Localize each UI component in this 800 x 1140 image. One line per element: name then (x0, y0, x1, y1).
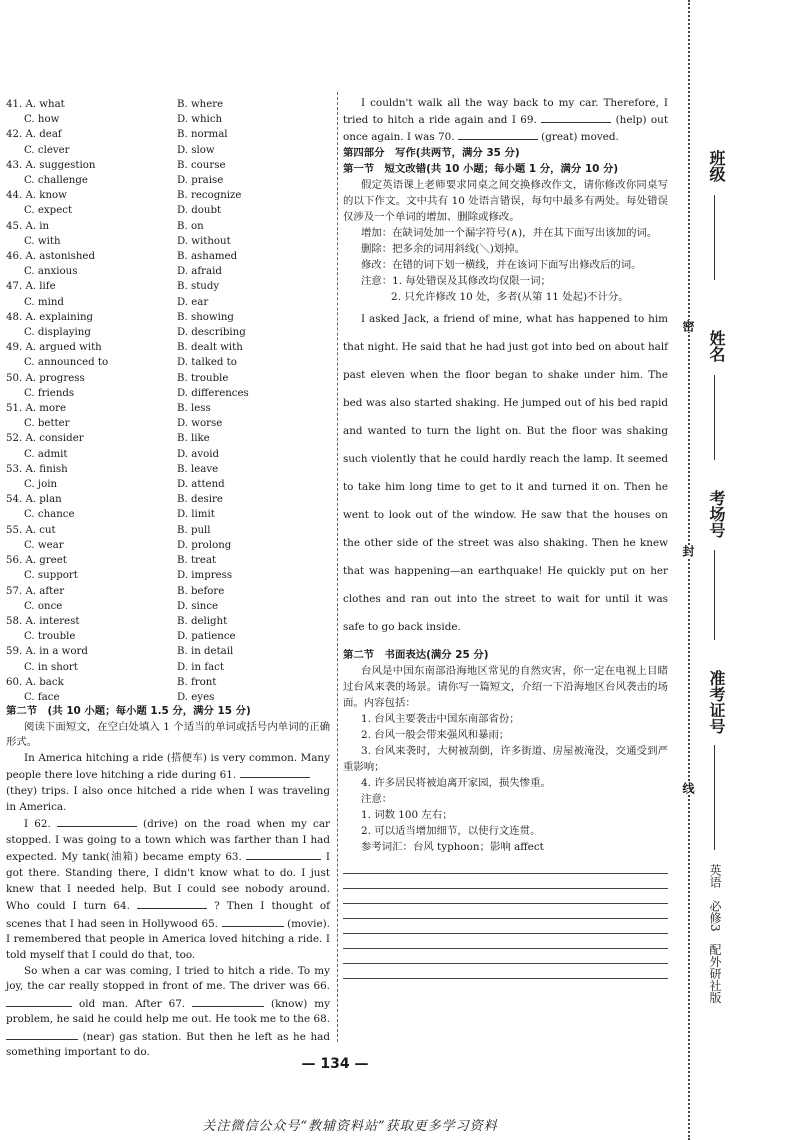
room-label: 考场号 (707, 490, 726, 538)
option-c[interactable]: C. join (24, 479, 58, 491)
option-b[interactable]: B. where (177, 99, 224, 110)
option-d[interactable]: D. without (177, 235, 231, 247)
option-row (6, 568, 336, 583)
answer-blank-69[interactable] (541, 111, 611, 123)
option-b[interactable]: B. ashamed (177, 251, 238, 263)
option-d[interactable]: D. ear (177, 296, 209, 308)
option-row (6, 279, 336, 294)
option-row (6, 690, 336, 705)
option-b[interactable]: B. showing (177, 311, 234, 323)
option-c[interactable]: C. anxious (24, 266, 78, 278)
option-row (6, 523, 336, 538)
paragraph: In America hitching a ride (搭便车) is very common. Many people there love hitching a ride during 61. (they) trips. I also once hitched a ride when I was traveling in America. (6, 751, 330, 813)
option-a[interactable]: 46. A. astonished (6, 251, 95, 263)
writing-line[interactable] (343, 859, 668, 874)
option-row (6, 538, 336, 553)
writing-line[interactable] (343, 949, 668, 964)
option-row (6, 325, 336, 340)
answer-blank-61[interactable] (240, 766, 310, 778)
option-d[interactable]: D. in fact (177, 661, 224, 673)
option-d[interactable]: D. attend (177, 479, 225, 491)
binding-dotted-line (688, 0, 690, 1140)
option-b[interactable]: B. in detail (177, 646, 234, 658)
answer-blank-64[interactable] (137, 897, 207, 909)
option-d[interactable]: D. talked to (177, 357, 237, 369)
answer-blank-70[interactable] (458, 128, 538, 140)
writing-line[interactable] (343, 964, 668, 979)
option-row (6, 143, 336, 158)
answer-blank-67[interactable] (192, 995, 264, 1007)
option-row (6, 584, 336, 599)
option-row (6, 188, 336, 203)
writing-line[interactable] (343, 874, 668, 889)
answer-blank-62[interactable] (57, 815, 137, 827)
option-a[interactable]: 51. A. more (6, 403, 66, 415)
option-a[interactable]: 54. A. plan (6, 494, 62, 506)
option-c[interactable]: C. expect (24, 205, 73, 217)
section-heading: 第二节 (共 10 小题；每小题 1.5 分，满分 15 分) (6, 705, 251, 717)
option-a[interactable]: 58. A. interest (6, 615, 80, 627)
option-row (6, 401, 336, 416)
option-b[interactable]: B. normal (177, 129, 228, 141)
book-info: 英语 必修3 配外研社版 (708, 864, 722, 1004)
option-c[interactable]: C. displaying (24, 327, 91, 339)
option-b[interactable]: B. less (177, 403, 211, 415)
option-d[interactable]: D. since (177, 600, 219, 612)
option-a[interactable]: 56. A. greet (6, 555, 67, 567)
note: 2. 只允许修改 10 处，多者(从第 11 处起)不计分。 (391, 291, 629, 303)
instruction-delete: 删除：把多余的词用斜线(＼)划掉。 (361, 243, 525, 255)
option-d[interactable]: D. worse (177, 418, 223, 430)
option-c[interactable]: C. wear (24, 539, 64, 551)
option-c[interactable]: C. in short (24, 661, 78, 673)
option-row (6, 462, 336, 477)
option-b[interactable]: B. on (177, 220, 204, 232)
option-d[interactable]: D. differences (177, 387, 249, 399)
note: 注意：1. 每处错误及其修改均仅限一词； (361, 275, 551, 287)
option-d[interactable]: D. prolong (177, 539, 232, 551)
writing-line[interactable] (343, 934, 668, 949)
option-row (6, 629, 336, 644)
option-b[interactable]: B. like (177, 433, 210, 445)
footer-note: 关注微信公众号“教辅资料站”获取更多学习资料 (202, 1119, 498, 1134)
option-a[interactable]: 47. A. life (6, 281, 56, 293)
option-c[interactable]: C. announced to (24, 357, 109, 369)
answer-blank-68[interactable] (6, 1028, 78, 1040)
option-c[interactable]: C. admit (24, 448, 68, 460)
writing-area[interactable] (343, 859, 668, 979)
option-b[interactable]: B. study (177, 281, 220, 293)
option-d[interactable]: D. limit (177, 509, 215, 521)
option-row (6, 599, 336, 614)
option-row (6, 295, 336, 310)
section-two-fill-in (6, 704, 330, 1061)
instruction-add: 增加：在缺词处加一个漏字符号(∧)，并在其下面写出该加的词。 (361, 227, 658, 239)
option-row (6, 477, 336, 492)
content-item: 2. 台风一般会带来强风和暴雨； (361, 729, 510, 741)
option-row (6, 644, 336, 659)
note: 注意： (361, 793, 393, 805)
exam-id-label: 准考证号 (707, 670, 726, 734)
option-row (6, 249, 336, 264)
option-a[interactable]: 50. A. progress (6, 372, 85, 384)
option-a[interactable]: 59. A. in a word (6, 646, 88, 658)
content-item: 3. 台风来袭时，大树被刮倒，许多街道、房屋被淹没，交通受到严重影响； (343, 745, 668, 773)
page-number: — 134 — (301, 1056, 369, 1072)
option-a[interactable]: 44. A. know (6, 190, 67, 202)
option-a[interactable]: 55. A. cut (6, 524, 56, 536)
option-row (6, 158, 336, 173)
note: 1. 词数 100 左右； (361, 809, 453, 821)
option-d[interactable]: D. describing (177, 327, 246, 339)
name-field-line[interactable] (714, 375, 715, 460)
option-row (6, 416, 336, 431)
seal-mark: 封 (681, 545, 695, 557)
option-a[interactable]: 60. A. back (6, 676, 64, 688)
option-row (6, 203, 336, 218)
content-item: 1. 台风主要袭击中国东南部省份； (361, 713, 520, 725)
option-c[interactable]: C. mind (24, 296, 64, 308)
option-d[interactable]: D. slow (177, 144, 215, 156)
option-d[interactable]: D. which (177, 114, 223, 126)
option-row (6, 492, 336, 507)
option-row (6, 371, 336, 386)
option-c[interactable]: C. challenge (24, 175, 88, 187)
section-heading: 第一节 短文改错(共 10 小题；每小题 1 分，满分 10 分) (343, 163, 619, 175)
option-d[interactable]: D. avoid (177, 448, 220, 460)
paragraph: I couldn't walk all the way back to my car. Therefore, I tried to hitch a ride again and I 69. (help) out once again. I was 70. (great) moved. (343, 97, 668, 143)
option-a[interactable]: 43. A. suggestion (6, 159, 96, 171)
option-row (6, 355, 336, 370)
option-c[interactable]: C. clever (24, 144, 70, 156)
option-c[interactable]: C. friends (24, 387, 75, 399)
option-row (6, 97, 336, 112)
option-row (6, 340, 336, 355)
option-c[interactable]: C. once (24, 600, 63, 612)
option-b[interactable]: B. delight (177, 615, 228, 627)
option-d[interactable]: D. patience (177, 631, 236, 643)
option-c[interactable]: C. better (24, 418, 70, 430)
content-item: 4. 许多居民将被迫离开家园，损失惨重。 (361, 777, 551, 789)
option-a[interactable]: 45. A. in (6, 220, 50, 232)
option-d[interactable]: D. praise (177, 175, 224, 187)
option-row (6, 112, 336, 127)
option-row (6, 264, 336, 279)
seal-mark: 密 (681, 320, 695, 332)
option-d[interactable]: D. impress (177, 570, 233, 582)
writing-line[interactable] (343, 919, 668, 934)
instruction-modify: 修改：在错的词下划一横线，并在该词下面写出修改后的词。 (361, 259, 642, 271)
option-b[interactable]: B. trouble (177, 372, 229, 384)
option-c[interactable]: C. support (24, 570, 78, 582)
error-correction-essay: I asked Jack, a friend of mine, what has happened to him that night. He said that he had just got into bed on about half past eleven when the floor began to shake under him. The bed was also started shaking. He jumped out of his bed rapid and wanted to turn the light on. But the floor was shaking such violently that he could hardly reach the lamp. It seemed to take him long time to get to it and turned it on. Then he went to look out of the window. He saw that the houses on the other side of the street was also shaking. Then he knew that was happening—an earthquake! He quickly put on her clothes and ran out into the street to wait for until it was safe to go back inside. (343, 313, 668, 633)
answer-blank-63[interactable] (246, 848, 321, 860)
part-four-heading: 第四部分 写作(共两节，满分 35 分) (343, 147, 520, 159)
option-b[interactable]: B. front (177, 676, 217, 688)
option-b[interactable]: B. course (177, 159, 226, 171)
instruction: 假定英语课上老师要求同桌之间交换修改作文，请你修改你同桌写的以下作文。文中共有 10 处语言错误，每句中最多有两处。每处错误仅涉及一个单词的增加、删除或修改。 (343, 179, 668, 223)
option-c[interactable]: C. face (24, 691, 60, 703)
name-label: 姓名 (707, 330, 726, 362)
option-row (6, 234, 336, 249)
note: 2. 可以适当增加细节，以使行文连贯。 (361, 825, 541, 837)
option-a[interactable]: 57. A. after (6, 585, 65, 597)
room-field-line[interactable] (714, 550, 715, 640)
answer-blank-66[interactable] (6, 995, 72, 1007)
option-row (6, 553, 336, 568)
option-a[interactable]: 53. A. finish (6, 463, 68, 475)
seal-mark: 线 (681, 782, 695, 794)
option-row (6, 431, 336, 446)
option-row (6, 507, 336, 522)
class-field-line[interactable] (714, 195, 715, 280)
vocabulary: 参考词汇：台风 typhoon；影响 affect (361, 841, 544, 853)
option-row (6, 614, 336, 629)
option-b[interactable]: B. dealt with (177, 342, 243, 354)
answer-blank-65[interactable] (222, 915, 284, 927)
paragraph: I 62. (drive) on the road when my car stopped. I was going to a town which was farther than I had expected. My tank(油箱) became empty 63. I got there. Standing there, I didn't know what to do. I just knew that I needed help. But I could see nobody around. Who could I turn 64. ? Then I thought of scenes that I had seen in Hollywood 65. (movie). I remembered that people in America loved hitching a ride. I told myself that I could do that, too. (6, 815, 330, 963)
option-c[interactable]: C. how (24, 114, 60, 126)
option-b[interactable]: B. desire (177, 494, 223, 506)
option-row (6, 310, 336, 325)
exam-id-field-line[interactable] (714, 745, 715, 850)
option-a[interactable]: 49. A. argued with (6, 342, 102, 354)
option-b[interactable]: B. treat (177, 555, 217, 567)
option-row (6, 173, 336, 188)
option-c[interactable]: C. chance (24, 509, 75, 521)
column-divider (337, 92, 338, 1042)
option-row (6, 447, 336, 462)
option-d[interactable]: D. eyes (177, 691, 215, 703)
options-list (6, 97, 336, 705)
option-b[interactable]: B. leave (177, 463, 219, 475)
option-d[interactable]: D. doubt (177, 205, 222, 217)
option-d[interactable]: D. afraid (177, 266, 222, 278)
section-heading: 第二节 书面表达(满分 25 分) (343, 649, 489, 661)
option-b[interactable]: B. pull (177, 524, 211, 536)
paragraph: So when a car was coming, I tried to hitch a ride. To my joy, the car really stopped in front of me. The driver was 66. old man. After 67. (know) my problem, he said he could help me out. He took me to the 68. (near) gas station. But then he left as he had something important to do. (6, 964, 331, 1059)
option-a[interactable]: 41. A. what (6, 99, 65, 110)
instruction: 台风是中国东南部沿海地区常见的自然灾害，你一定在电视上目睹过台风来袭的场景。请你写一篇短文，介绍一下沿海地区台风袭击的场面。内容包括： (343, 665, 668, 709)
option-a[interactable]: 52. A. consider (6, 433, 84, 445)
option-row (6, 675, 336, 690)
option-b[interactable]: B. recognize (177, 190, 242, 202)
writing-line[interactable] (343, 889, 668, 904)
option-a[interactable]: 48. A. explaining (6, 311, 94, 323)
right-column (343, 95, 668, 979)
class-label: 班级 (707, 150, 726, 182)
option-a[interactable]: 42. A. deaf (6, 129, 62, 141)
option-c[interactable]: C. with (24, 235, 61, 247)
option-c[interactable]: C. trouble (24, 631, 76, 643)
option-row (6, 127, 336, 142)
option-b[interactable]: B. before (177, 585, 225, 597)
option-row (6, 219, 336, 234)
writing-line[interactable] (343, 904, 668, 919)
instruction: 阅读下面短文，在空白处填入 1 个适当的单词或括号内单词的正确形式。 (6, 720, 330, 749)
option-row (6, 660, 336, 675)
option-row (6, 386, 336, 401)
